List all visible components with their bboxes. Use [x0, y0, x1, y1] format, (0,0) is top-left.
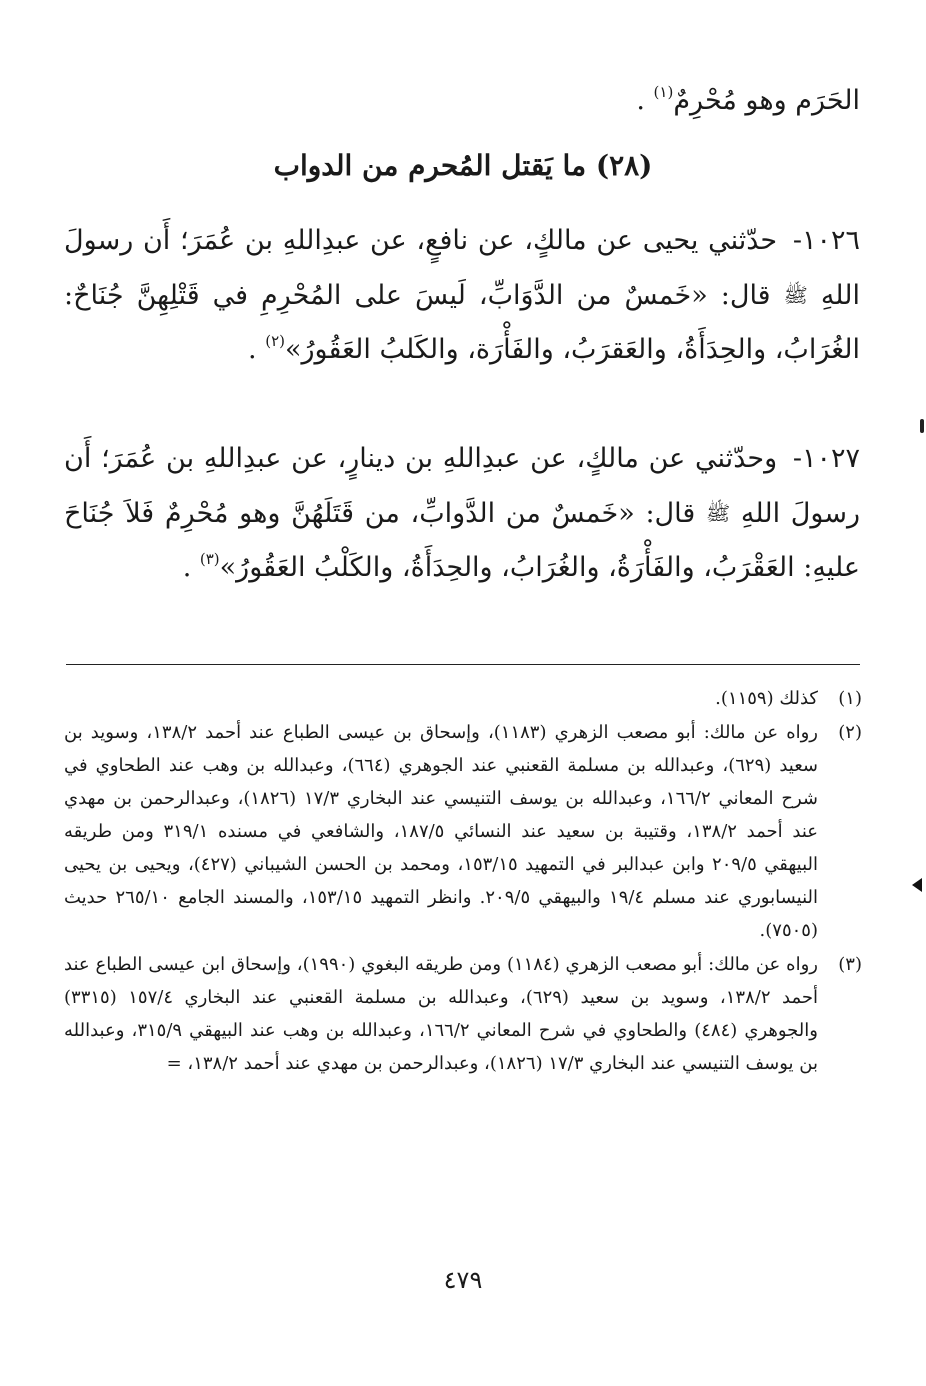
footnote-text: رواه عن مالك: أبو مصعب الزهري (١١٨٣)، وإسحاق بن عيسى الطباع عند أحمد ١٣٨/٢، وسويد بن سعيد (٦٢٩)، وعبدالله بن مسلمة القعنبي عند الجوهري (٦٦٤)، وعبدالله بن وهب عند الطحاوي في شرح المعاني ١٦٦/٢، وعبدالله بن يوسف التنيسي عند البخاري ١٧/٣ (١٨٢٦)، وعبدالرحمن بن مهدي عند أحمد ١٣٨/٢، وقتيبة بن سعيد عند النسائي ١٨٧/٥، والشافعي في مسنده ٣١٩/١ ومن طريقه البيهقي ٢٠٩/٥ وابن عبدالبر في التمهيد ١٥٣/١٥، ومحمد بن الحسن الشيباني (٤٢٧)، ويحيى بن يحيى النيسابوري عند مسلم ١٩/٤ والبيهقي ٢٠٩/٥. وانظر التمهيد ١٥٣/١٥، والمسند الجامع ٢٦٥/١٠ حديث (٧٥٠٥).: [64, 722, 819, 941]
sentence-end: .: [248, 334, 266, 365]
footnote-text: رواه عن مالك: أبو مصعب الزهري (١١٨٤) ومن طريقه البغوي (١٩٩٠)، وإسحاق ابن عيسى الطباع عند أحمد ١٣٨/٢، وسويد بن سعيد (٦٢٩)، وعبدالله بن مسلمة القعنبي عند البخاري ١٥٧/٤ (٣٣١٥) والجوهري (٤٨٤) والطحاوي في شرح المعاني ١٦٦/٢، وعبدالله بن وهب عند البيهقي ٣١٥/٩، وعبدالله بن يوسف التنيسي عند البخاري ١٧/٣ (١٨٢٦)، وعبدالرحمن بن مهدي عند أحمد ١٣٨/٢، =: [64, 954, 819, 1074]
footnote-number: (١): [838, 688, 862, 709]
page-number: ٤٧٩: [443, 1266, 483, 1294]
hadith-text: حدّثني يحيى عن مالكٍ، عن نافعٍ، عن عبدِاللهِ بن عُمَرَ؛ أَن رسولَ اللهِ: [64, 225, 860, 311]
sentence-end: .: [182, 552, 200, 583]
margin-mark: [920, 419, 924, 433]
footnote-number: (٣): [838, 954, 862, 975]
footnote: [64, 948, 862, 1080]
margin-mark: [912, 878, 922, 892]
carry-over-text: الحَرَم وهو مُحْرِمٌ: [673, 85, 860, 116]
carry-over-line: [64, 78, 860, 124]
hadith-number: ١٠٢٦-: [792, 225, 860, 256]
salutation-symbol: ﷺ: [783, 283, 808, 307]
footnote-number: (٢): [838, 722, 862, 743]
footnote-ref: (٢): [265, 332, 285, 350]
footnote-ref: (٣): [199, 550, 220, 568]
footnote-ref: (١): [653, 83, 674, 101]
footnote: [64, 682, 862, 715]
salutation-symbol: ﷺ: [706, 501, 731, 525]
hadith-number: ١٠٢٧-: [792, 443, 860, 474]
chapter-heading: (٢٨) ما يَقتل المُحرم من الدواب: [273, 149, 653, 182]
sentence-end: .: [636, 85, 654, 116]
footnotes-section: [64, 682, 862, 1081]
hadith-text: قال: «خَمسٌ من الدَّوَابِّ، لَيسَ على المُحْرِمِ في قَتْلِهِنَّ جُنَاحٌ: الغُرَابُ، والحِدَأَةُ، والعَقرَبُ، والفَأْرَة، والكَلبُ العَقُورُ»: [64, 280, 860, 365]
footnote-divider: [66, 664, 860, 665]
hadith-paragraph: [64, 214, 860, 377]
hadith-text: وحدّثني عن مالكٍ، عن عبدِاللهِ بن دينارٍ، عن عبدِاللهِ بن عُمَرَ؛ أَن رسولَ اللهِ: [64, 443, 860, 529]
hadith-text: قال: «خَمسٌ من الدَّوابِّ، من قَتَلَهُنَّ وهو مُحْرِمٌ فَلاَ جُنَاحَ عليهِ: العَقْرَبُ، والفَأْرَةُ، والغُرَابُ، والحِدَأَةُ، والكَلْبُ العَقُورُ»: [64, 498, 860, 583]
footnote: [64, 716, 862, 947]
footnote-text: كذلك (١١٥٩).: [715, 688, 818, 709]
hadith-paragraph: [64, 432, 860, 595]
